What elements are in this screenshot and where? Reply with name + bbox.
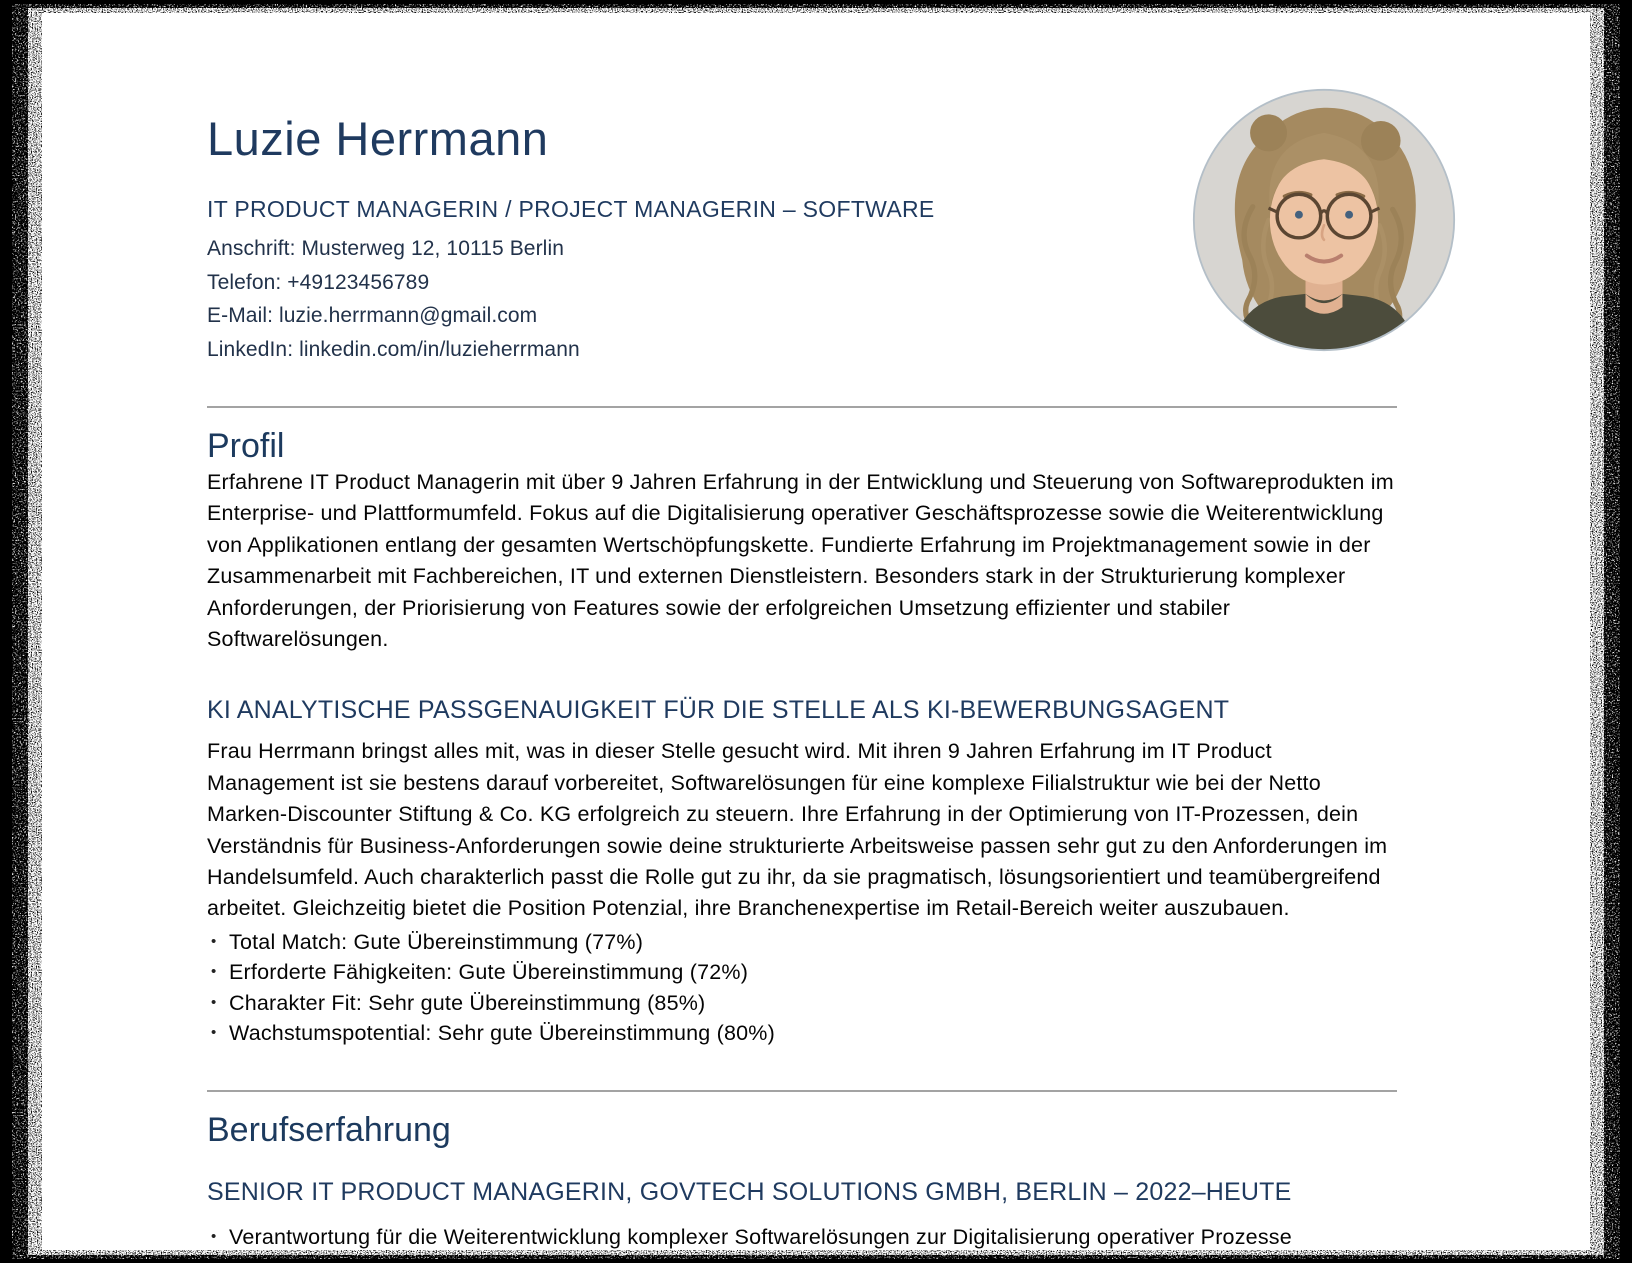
profil-text: Erfahrene IT Product Managerin mit über 9 Jahren Erfahrung in der Entwicklung und Steuerung von Softwareprodukten im Enterprise- und Plattformumfeld. Fokus auf die Digitalisierung operativer Geschäftsprozesse sowie die Weiterentwicklung von Applikationen entlang der gesamten Wertschöpfungskette. Fundierte Erfahrung im Projektmanagement sowie in der Zusammenarbeit mit Fachbereichen, IT und externen Dienstleistern. Besonders stark in der Strukturierung komplexer Anforderungen, der Priorisierung von Features sowie der erfolgreichen Umsetzung effizienter und stabiler Softwarelösungen. xyxy=(207,470,1394,652)
bullet-icon: • xyxy=(211,993,217,1011)
bullet-icon: • xyxy=(211,963,217,981)
berufserfahrung-heading: Berufserfahrung xyxy=(207,1110,451,1149)
match-score-growth: • Wachstumspotential: Sehr gute Übereinstimmung (80%) xyxy=(207,1018,1397,1049)
job1-bullet: • Verantwortung für die Weiterentwicklung komplexer Softwarelösungen zur Digitalisierung operativer Prozesse xyxy=(207,1222,1397,1253)
profile-photo xyxy=(1192,88,1456,352)
match-score-character: • Charakter Fit: Sehr gute Übereinstimmung (85%) xyxy=(207,988,1397,1019)
match-score-total: • Total Match: Gute Übereinstimmung (77%) xyxy=(207,927,1397,958)
candidate-name: Luzie Herrmann xyxy=(207,112,549,165)
bullet-icon: • xyxy=(211,932,217,950)
ki-match-heading: KI ANALYTISCHE PASSGENAUIGKEIT FÜR DIE STELLE ALS KI-BEWERBUNGSAGENT xyxy=(207,696,1230,725)
profil-heading: Profil xyxy=(207,427,285,465)
bullet-icon: • xyxy=(211,1227,217,1245)
candidate-job-title: IT PRODUCT MANAGERIN / PROJECT MANAGERIN – SOFTWARE xyxy=(207,196,935,222)
contact-linkedin: LinkedIn: linkedin.com/in/luzieherrmann xyxy=(207,337,580,361)
ki-match-text: Frau Herrmann bringst alles mit, was in dieser Stelle gesucht wird. Mit ihren 9 Jahren Erfahrung im IT Product Management ist sie bestens darauf vorbereitet, Softwarelösungen für eine komplexe Filialstruktur wie bei der Netto Marken-Discounter Stiftung & Co. KG erfolgreich zu steuern. Ihre Erfahrung in der Optimierung von IT-Prozessen, dein Verständnis für Business-Anforderungen sowie deine strukturierte Arbeitsweise passen sehr gut zu den Anforderungen im Handelsumfeld. Auch charakterlich passt die Rolle gut zu ihr, da sie pragmatisch, lösungsorientiert und teamübergreifend arbeitet. Gleichzeitig bietet die Position Potenzial, ihre Branchenexpertise im Retail-Bereich weiter auszubauen. xyxy=(207,739,1388,921)
portrait-photo-illustration xyxy=(1192,88,1456,352)
contact-phone: Telefon: +49123456789 xyxy=(207,270,430,294)
contact-email: E-Mail: luzie.herrmann@gmail.com xyxy=(207,304,538,327)
bullet-icon: • xyxy=(211,1024,217,1042)
contact-address: Anschrift: Musterweg 12, 10115 Berlin xyxy=(207,237,564,260)
match-score-skills: • Erforderte Fähigkeiten: Gute Übereinstimmung (72%) xyxy=(207,957,1397,988)
match-score-list xyxy=(207,927,1397,1049)
job1-bullet-list xyxy=(207,1222,1397,1253)
section-divider xyxy=(207,406,1397,408)
section-divider xyxy=(207,1090,1397,1092)
job1-title: SENIOR IT PRODUCT MANAGERIN, GOVTECH SOLUTIONS GMBH, BERLIN – 2022–HEUTE xyxy=(207,1177,1292,1206)
